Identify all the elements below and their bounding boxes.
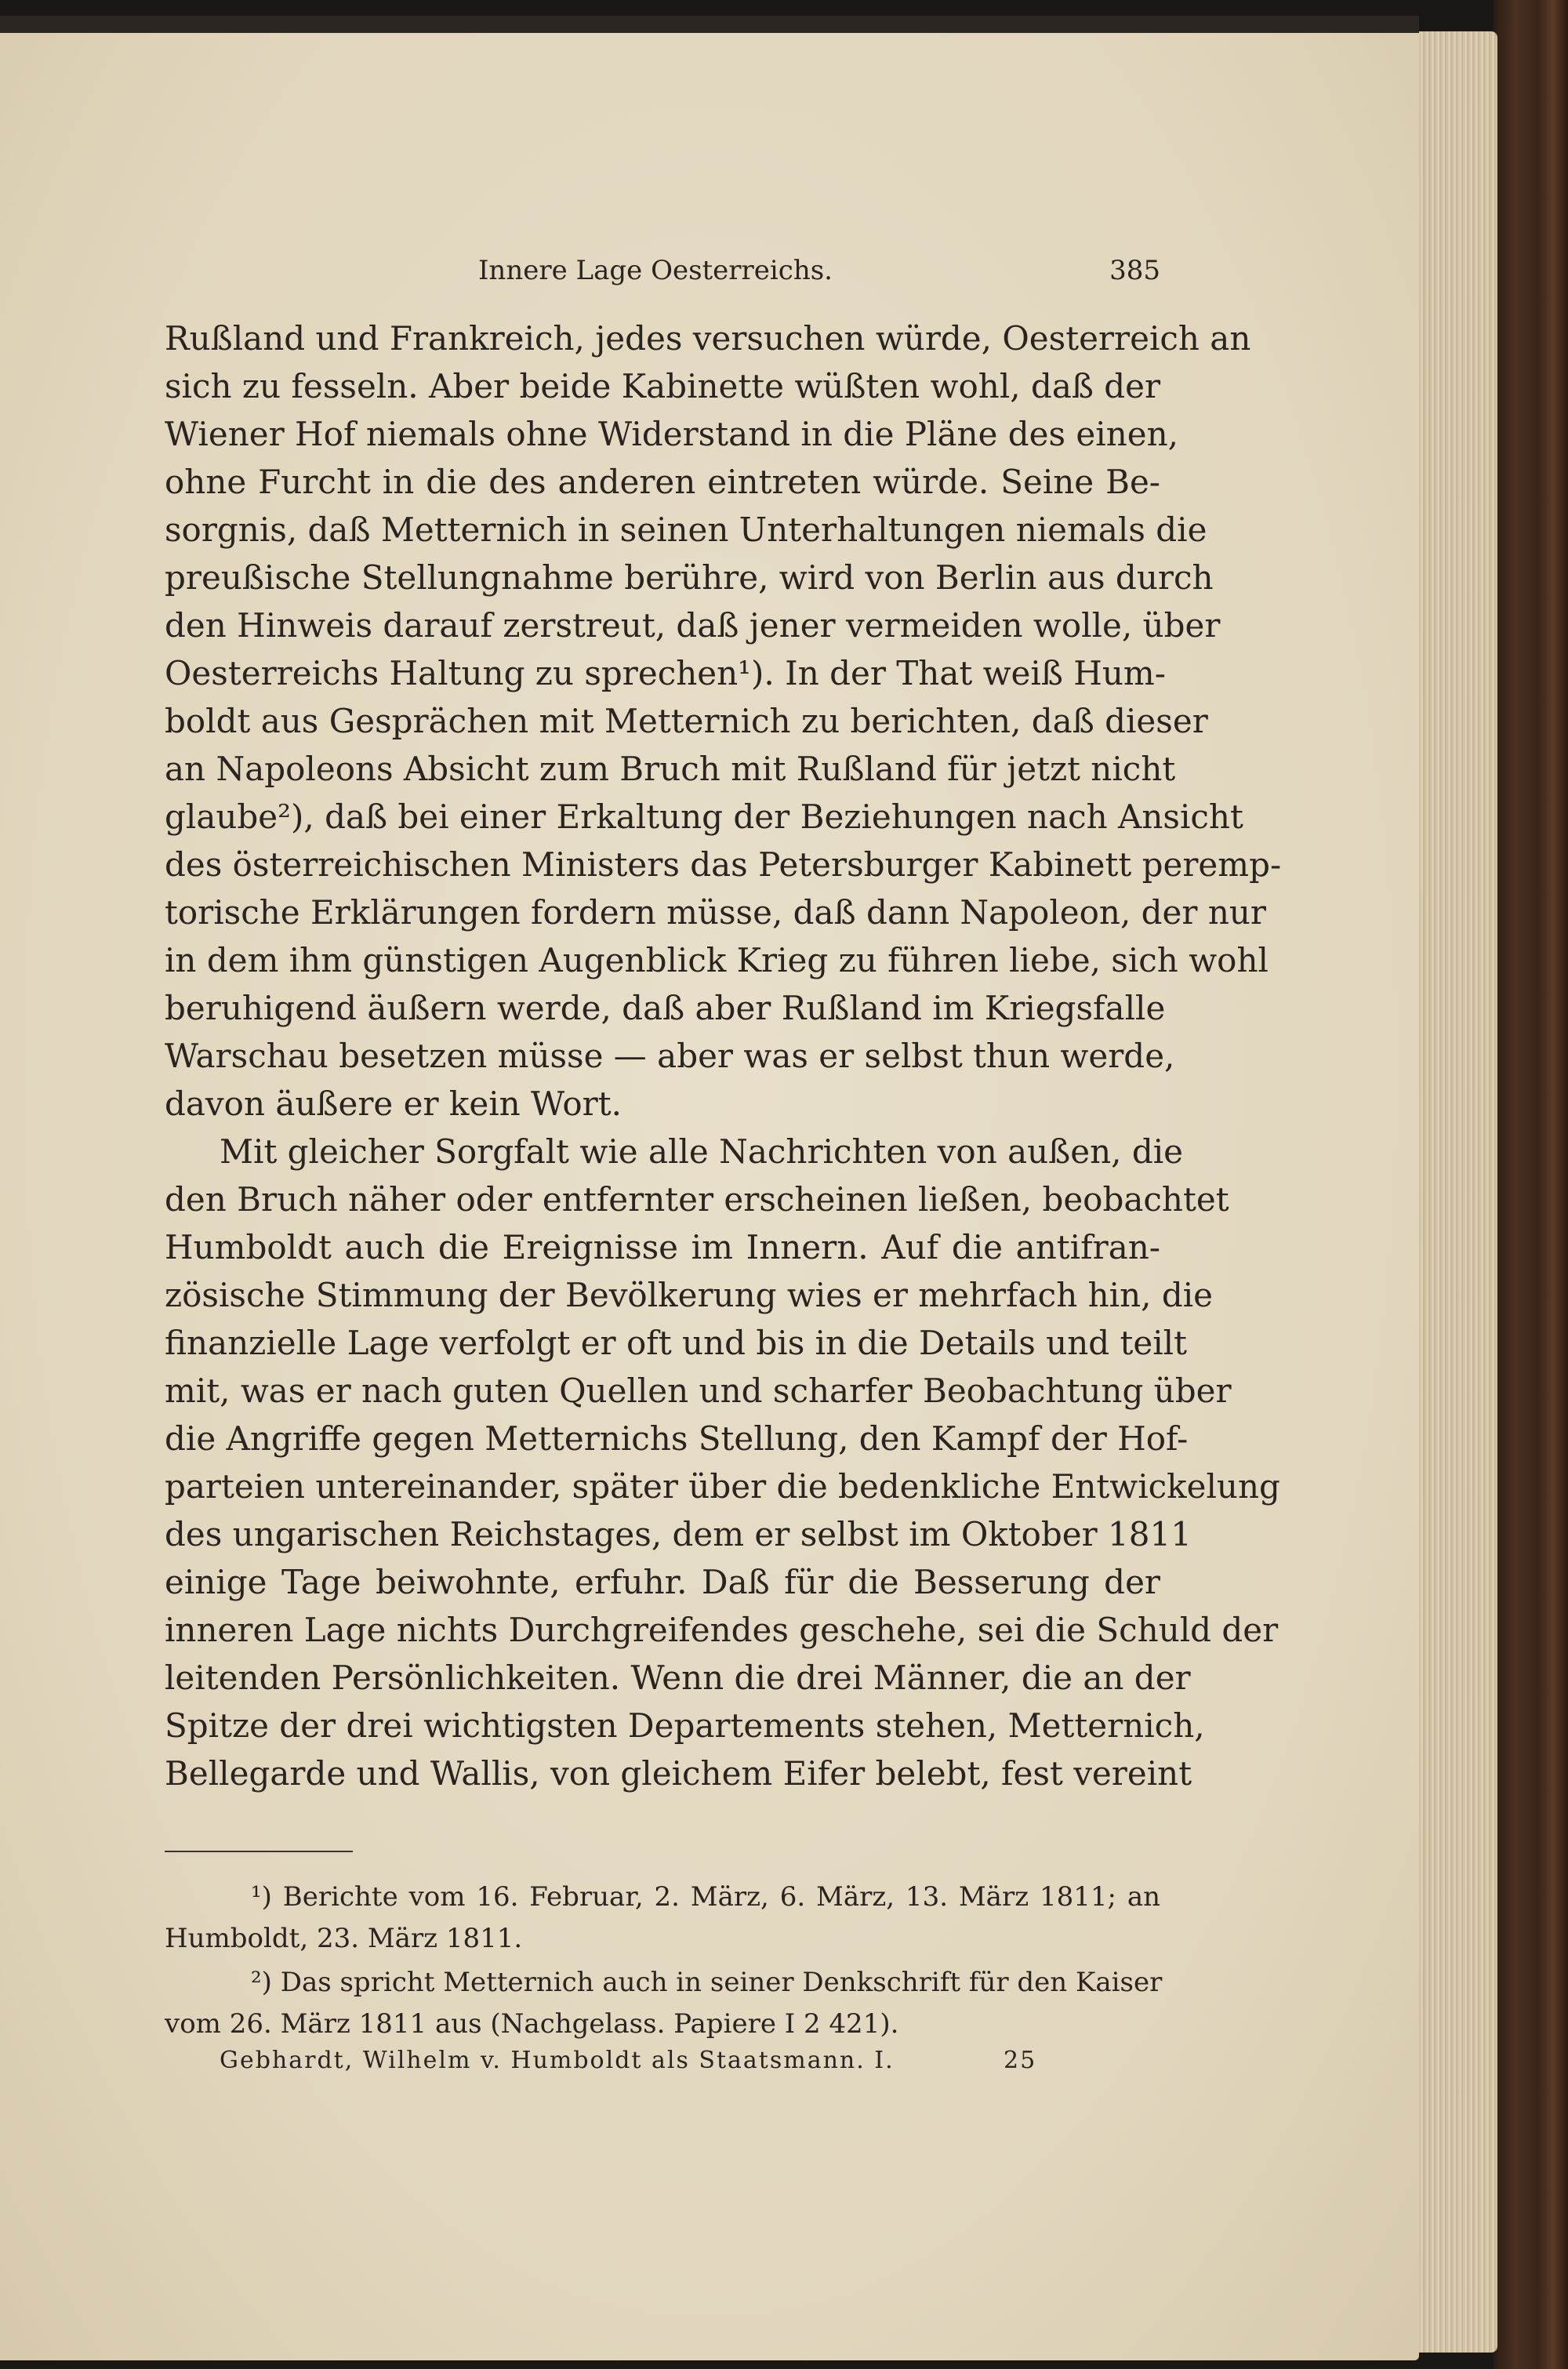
- body-line: Wiener Hof niemals ohne Widerstand in die Pläne des einen,: [165, 415, 1179, 453]
- body-line: finanzielle Lage verfolgt er oft und bis in die Details und teilt: [165, 1324, 1187, 1362]
- signature-line: [220, 2047, 1160, 2084]
- body-line: Mit gleicher Sorgfalt wie alle Nachrichten von außen, die: [220, 1132, 1184, 1171]
- body-line: parteien untereinander, später über die bedenkliche Entwickelung: [165, 1467, 1280, 1506]
- body-line: Warschau besetzen müsse — aber was er selbst thun werde,: [165, 1037, 1175, 1075]
- body-line: Bellegarde und Wallis, von gleichem Eifer belebt, fest vereint: [165, 1754, 1192, 1793]
- body-line: Rußland und Frankreich, jedes versuchen würde, Oesterreich an: [165, 319, 1251, 358]
- body-line: mit, was er nach guten Quellen und scharfer Beobachtung über: [165, 1372, 1232, 1410]
- body-line: die Angriffe gegen Metternichs Stellung, den Kampf der Hof-: [165, 1419, 1189, 1458]
- footnote-line: vom 26. März 1811 aus (Nachgelass. Papiere I 2 421).: [165, 2008, 899, 2040]
- book-page: [0, 16, 1419, 2360]
- header-title: Innere Lage Oesterreichs.: [478, 255, 833, 286]
- body-line: sorgnis, daß Metternich in seinen Unterhaltungen niemals die: [165, 510, 1207, 549]
- body-line: Oesterreichs Haltung zu sprechen¹). In der That weiß Hum-: [165, 654, 1166, 692]
- book-cover-edge: [1494, 0, 1568, 2369]
- running-header: [165, 255, 1160, 302]
- page-number: 385: [1109, 255, 1160, 286]
- body-line: Spitze der drei wichtigsten Departements stehen, Metternich,: [165, 1706, 1205, 1745]
- body-line: zösische Stimmung der Bevölkerung wies er mehrfach hin, die: [165, 1276, 1214, 1314]
- body-line: des österreichischen Ministers das Petersburger Kabinett peremp-: [165, 845, 1282, 884]
- sheet-number: 25: [1004, 2047, 1037, 2074]
- body-line: beruhigend äußern werde, daß aber Rußland im Kriegsfalle: [165, 989, 1166, 1027]
- body-line: sich zu fesseln. Aber beide Kabinette wüßten wohl, daß der: [165, 367, 1161, 405]
- body-line: leitenden Persönlichkeiten. Wenn die drei Männer, die an der: [165, 1659, 1191, 1697]
- body-line: preußische Stellungnahme berühre, wird von Berlin aus durch: [165, 558, 1214, 597]
- footnote-line: ²) Das spricht Metternich auch in seiner Denkschrift für den Kaiser: [251, 1967, 1163, 1998]
- body-line: des ungarischen Reichstages, dem er selbst im Oktober 1811: [165, 1515, 1192, 1553]
- top-dark-strip: [0, 16, 1419, 33]
- body-line: glaube²), daß bei einer Erkaltung der Beziehungen nach Ansicht: [165, 798, 1243, 836]
- body-line: einige Tage beiwohnte, erfuhr. Daß für die Besserung der: [165, 1563, 1160, 1601]
- body-line: an Napoleons Absicht zum Bruch mit Rußland für jetzt nicht: [165, 750, 1176, 788]
- footnote-rule: [165, 1851, 353, 1852]
- footnote-line: ¹) Berichte vom 16. Februar, 2. März, 6. März, 13. März 1811; an: [251, 1881, 1160, 1913]
- printer-signature: Gebhardt, Wilhelm v. Humboldt als Staatsmann. I.: [220, 2047, 895, 2074]
- body-line: in dem ihm günstigen Augenblick Krieg zu führen liebe, sich wohl: [165, 941, 1269, 979]
- body-line: Humboldt auch die Ereignisse im Innern. Auf die antifran-: [165, 1228, 1160, 1266]
- body-line: den Hinweis darauf zerstreut, daß jener vermeiden wolle, über: [165, 606, 1221, 645]
- body-line: davon äußere er kein Wort.: [165, 1085, 622, 1123]
- body-line: den Bruch näher oder entfernter erscheinen ließen, beobachtet: [165, 1180, 1229, 1219]
- footnote-line: Humboldt, 23. März 1811.: [165, 1923, 523, 1954]
- body-line: boldt aus Gesprächen mit Metternich zu berichten, daß dieser: [165, 702, 1208, 740]
- body-line: inneren Lage nichts Durchgreifendes geschehe, sei die Schuld der: [165, 1611, 1279, 1649]
- body-line: ohne Furcht in die des anderen eintreten würde. Seine Be-: [165, 463, 1160, 501]
- body-line: torische Erklärungen fordern müsse, daß dann Napoleon, der nur: [165, 893, 1266, 932]
